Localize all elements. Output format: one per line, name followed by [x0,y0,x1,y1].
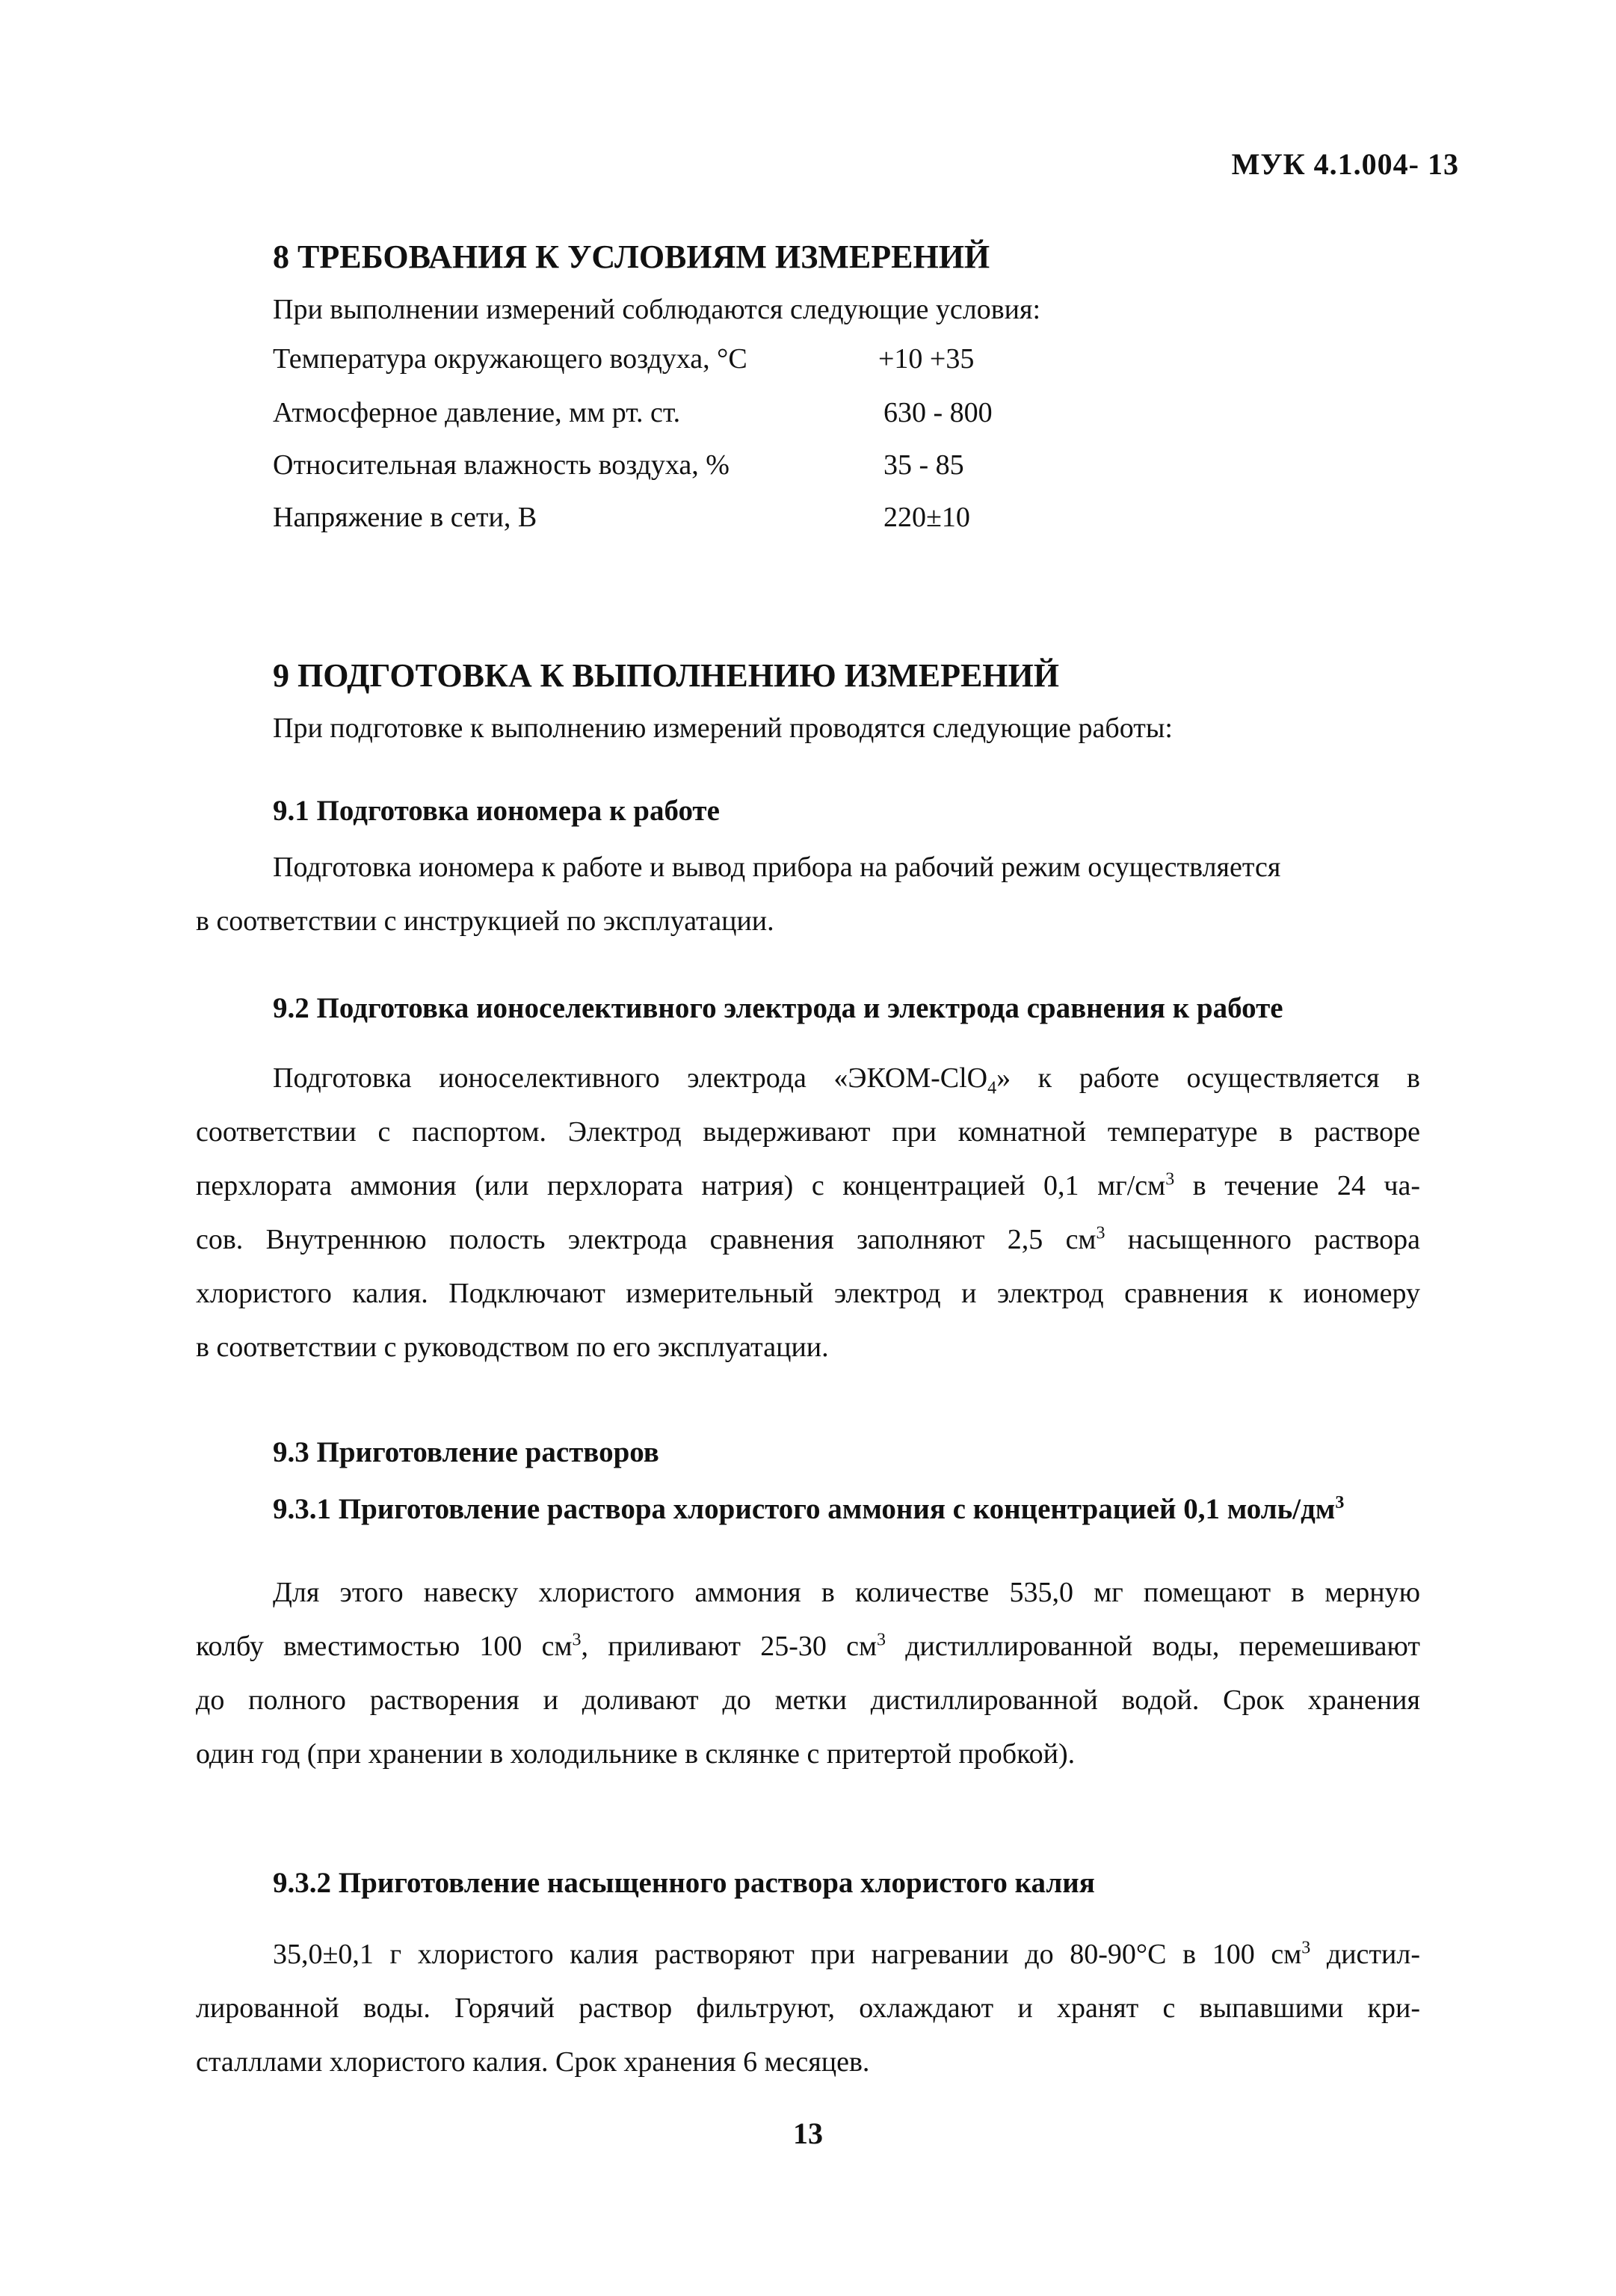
paragraph-line: 35,0±0,1 г хлористого калия растворяют при нагревании до 80-90°С в 100 $см^3$ дистил- [273,1938,1420,1970]
paragraph-line: Для этого навеску хлористого аммония в количестве 535,0 мг помещают в мерную [273,1577,1420,1608]
page-number: 13 [793,2117,823,2150]
condition-value: 630 - 800 [883,397,993,428]
section-9-title: 9 ПОДГОТОВКА К ВЫПОЛНЕНИЮ ИЗМЕРЕНИЙ [273,657,1059,694]
paragraph-line: хлористого калия. Подключают измерительный электрод и электрод сравнения к иономеру [196,1278,1420,1309]
condition-label: Температура окружающего воздуха, °С [273,343,747,375]
paragraph-line: сталллами хлористого калия. Срок хранения 6 месяцев. [196,2046,870,2078]
paragraph-line: до полного растворения и доливают до метки дистиллированной водой. Срок хранения [196,1684,1420,1716]
document-code: МУК 4.1.004- 13 [1231,147,1459,181]
paragraph-line: перхлората аммония (или перхлората натрия) с концентрацией 0,1 $мг/см^3$ в течение 24 ча- [196,1169,1420,1201]
subsection-9-1-title: 9.1 Подготовка иономера к работе [273,795,720,827]
condition-value: 220±10 [883,502,970,533]
section-8-intro: При выполнении измерений соблюдаются следующие условия: [273,294,1041,325]
paragraph-line: в соответствии с инструкцией по эксплуатации. [196,905,774,937]
paragraph-line: лированной воды. Горячий раствор фильтруют, охлаждают и хранят с выпавшими кри- [196,1992,1420,2024]
paragraph-line: соответствии с паспортом. Электрод выдерживают при комнатной температуре в растворе [196,1116,1420,1148]
paragraph-line: Подготовка ионоселективного электрода «ЭКОМ-СlO$_4$» к работе осуществляется в [273,1062,1420,1098]
paragraph-line: Подготовка иономера к работе и вывод прибора на рабочий режим осуществляется [273,852,1281,883]
condition-value: +10 +35 [878,343,975,375]
condition-label: Напряжение в сети, В [273,502,537,533]
paragraph-line: в соответствии с руководством по его эксплуатации. [196,1332,829,1363]
paragraph-line: один год (при хранении в холодильнике в склянке с притертой пробкой). [196,1738,1076,1770]
section-9-intro: При подготовке к выполнению измерений проводятся следующие работы: [273,713,1173,744]
condition-label: Относительная влажность воздуха, % [273,449,730,481]
section-8-title: 8 ТРЕБОВАНИЯ К УСЛОВИЯМ ИЗМЕРЕНИЙ [273,238,990,275]
subsection-9-3-2-title: 9.3.2 Приготовление насыщенного раствора хлористого калия [273,1867,1095,1899]
condition-label: Атмосферное давление, мм рт. ст. [273,397,681,428]
paragraph-line: колбу вместимостью 100 $см^3$, приливают 25-30 $см^3$ дистиллированной воды, перемешивают [196,1630,1420,1662]
subsection-9-3-title: 9.3 Приготовление растворов [273,1436,659,1468]
paragraph-line: сов. Внутреннюю полость электрода сравнения заполняют 2,5 $см^3$ насыщенного раствора [196,1223,1420,1255]
subsection-9-2-title: 9.2 Подготовка ионоселективного электрода и электрода сравнения к работе [273,992,1283,1024]
condition-value: 35 - 85 [883,449,964,481]
subsection-9-3-1-title: 9.3.1 Приготовление раствора хлористого аммония с концентрацией 0,1 моль/$дм^3$ [273,1493,1345,1525]
